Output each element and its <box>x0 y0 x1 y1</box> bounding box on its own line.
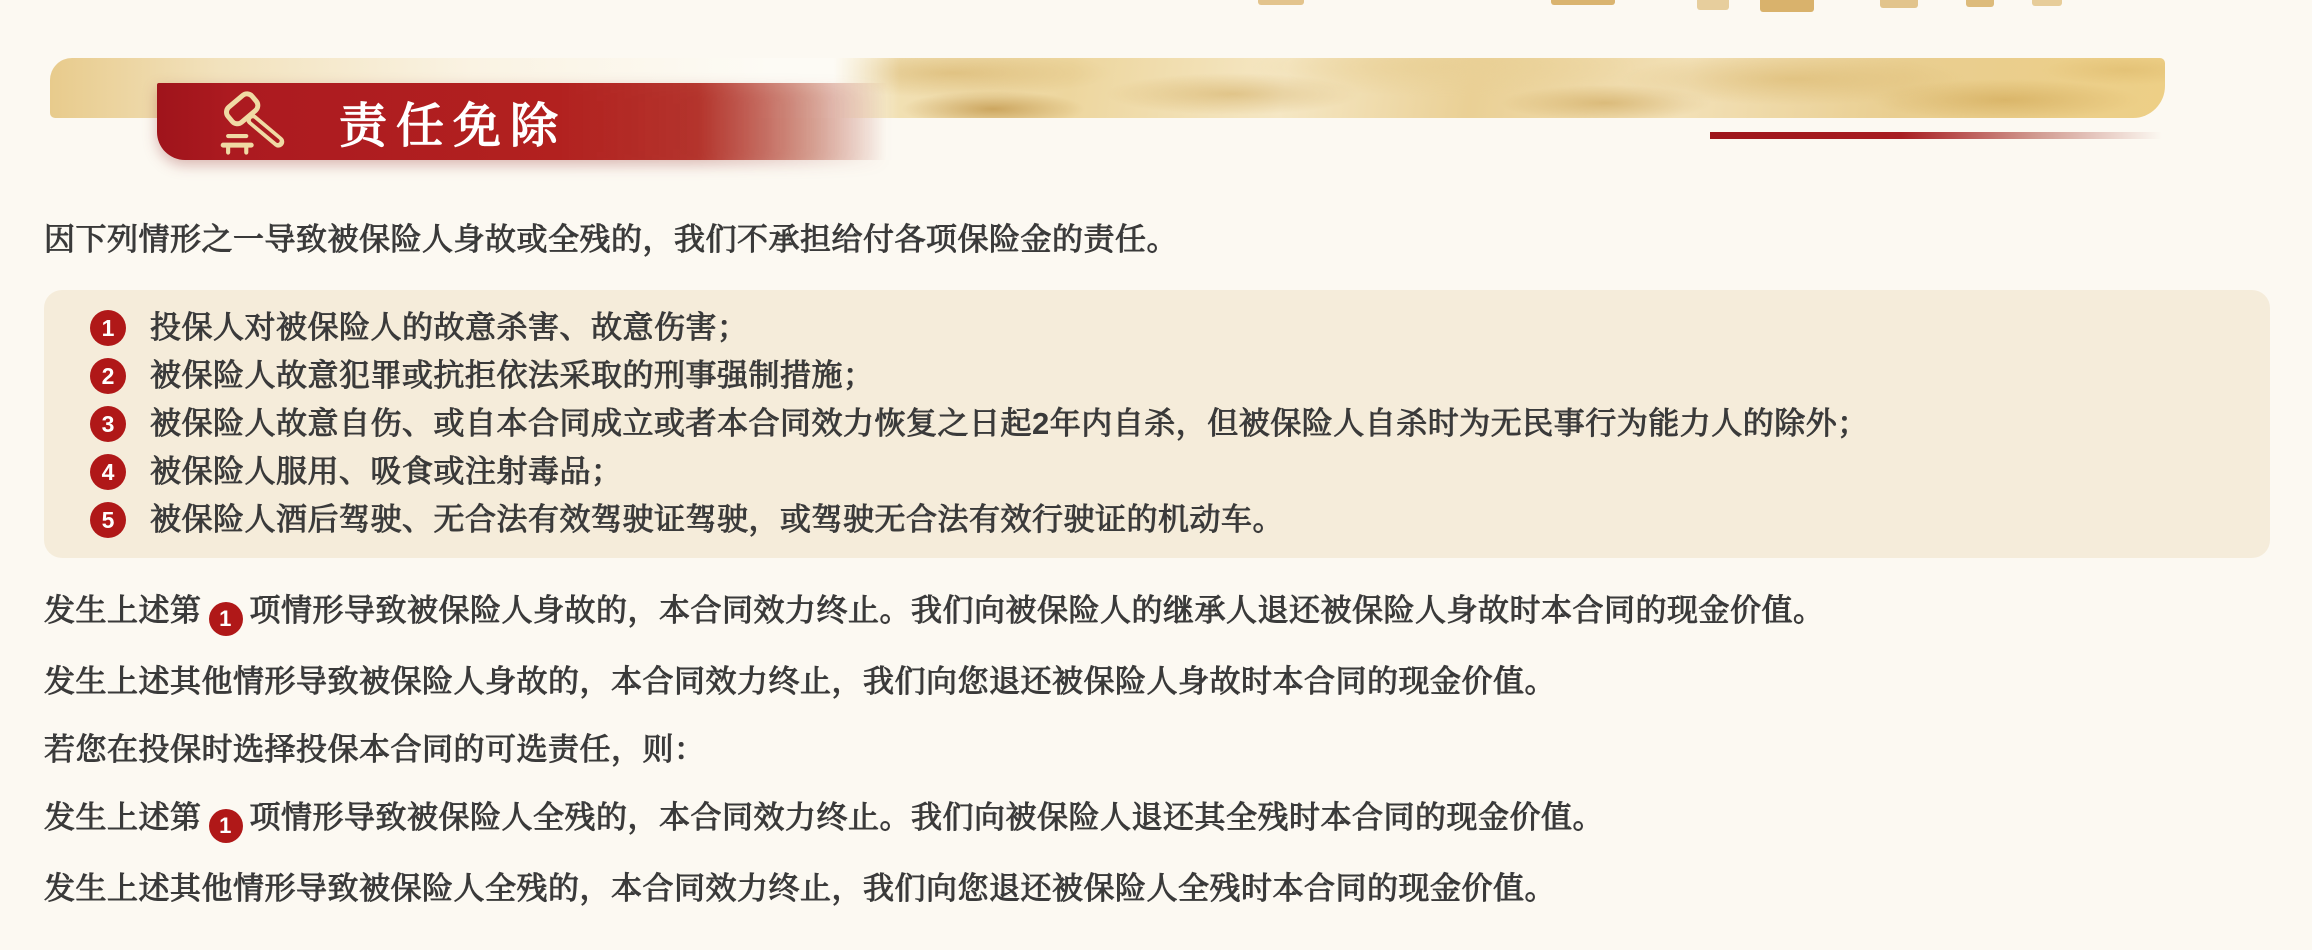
marble-fragment <box>1760 0 1814 12</box>
item-text: 被保险人故意自伤、或自本合同成立或者本合同效力恢复之日起2年内自杀，但被保险人自杀时为无民事行为能力人的除外； <box>150 406 1869 441</box>
item-number-badge: 1 <box>90 310 126 346</box>
paragraph-disability-item1 <box>44 796 2270 843</box>
marble-fragment <box>1880 0 1918 8</box>
exclusions-box <box>44 290 2270 558</box>
marble-texture <box>833 58 2165 118</box>
paragraph-text: 发生上述第 <box>44 800 202 835</box>
list-item <box>90 496 2270 544</box>
paragraph-text: 项情形导致被保险人全残的，本合同效力终止。我们向被保险人退还其全残时本合同的现金价值。 <box>249 800 1604 835</box>
item-number-badge: 5 <box>90 502 126 538</box>
item-text: 被保险人服用、吸食或注射毒品； <box>150 454 623 489</box>
gavel-icon <box>209 89 305 155</box>
marble-fragment <box>2032 0 2062 6</box>
inline-number-badge: 1 <box>209 809 243 843</box>
inline-number-badge: 1 <box>209 602 243 636</box>
list-item <box>90 352 2270 400</box>
list-item <box>90 448 2270 496</box>
item-text: 被保险人故意犯罪或抗拒依法采取的刑事强制措施； <box>150 358 875 393</box>
intro-paragraph: 因下列情形之一导致被保险人身故或全残的，我们不承担给付各项保险金的责任。 <box>44 222 1178 257</box>
paragraph-disability-other: 发生上述其他情形导致被保险人全残的，本合同效力终止，我们向您退还被保险人全残时本合同的现金价值。 <box>44 871 1556 906</box>
paragraph-text: 项情形导致被保险人身故的，本合同效力终止。我们向被保险人的继承人退还被保险人身故时本合同的现金价值。 <box>249 593 1825 628</box>
section-header-banner <box>157 83 887 160</box>
marble-fragment <box>1258 0 1304 5</box>
marble-fragment <box>1697 0 1729 10</box>
paragraph-text: 发生上述第 <box>44 593 202 628</box>
paragraph-death-item1 <box>44 589 2270 636</box>
item-number-badge: 3 <box>90 406 126 442</box>
decorative-red-rule <box>1710 132 2162 139</box>
section-title: 责任免除 <box>339 100 568 153</box>
paragraph-optional-liability: 若您在投保时选择投保本合同的可选责任，则： <box>44 732 706 767</box>
item-number-badge: 4 <box>90 454 126 490</box>
marble-fragment <box>1551 0 1615 5</box>
paragraph-death-other: 发生上述其他情形导致被保险人身故的，本合同效力终止，我们向您退还被保险人身故时本合同的现金价值。 <box>44 664 1556 699</box>
item-number-badge: 2 <box>90 358 126 394</box>
section-content <box>44 218 2270 911</box>
item-text: 投保人对被保险人的故意杀害、故意伤害； <box>150 310 749 345</box>
item-text: 被保险人酒后驾驶、无合法有效驾驶证驾驶，或驾驶无合法有效行驶证的机动车。 <box>150 502 1284 537</box>
list-item <box>90 304 2270 352</box>
marble-fragment <box>1966 0 1994 7</box>
list-item <box>90 400 2270 448</box>
